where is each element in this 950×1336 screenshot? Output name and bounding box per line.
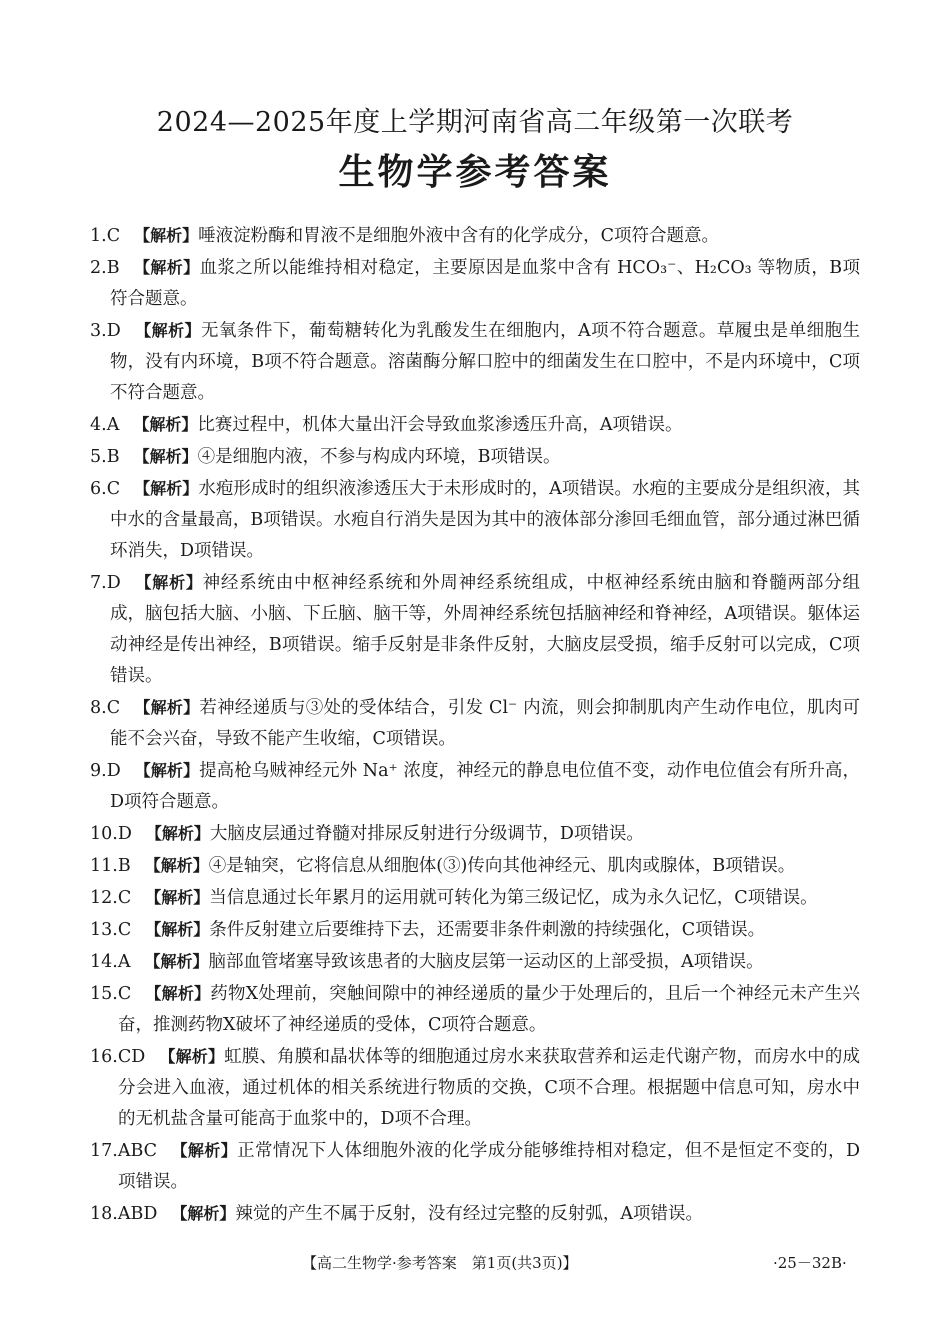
- question-number: 11.: [90, 856, 118, 876]
- explanation-text: 血浆之所以能维持相对稳定，主要原因是血浆中含有 HCO₃⁻、H₂CO₃ 等物质，B项符合题意。: [110, 258, 860, 309]
- explanation-text: 比赛过程中，机体大量出汗会导致血浆渗透压升高，A项错误。: [197, 415, 683, 435]
- explanation-text: ④是细胞内液，不参与构成内环境，B项错误。: [197, 447, 561, 467]
- question-number: 18.: [90, 1204, 118, 1224]
- explanation-text: 大脑皮层通过脊髓对排尿反射进行分级调节，D项错误。: [209, 824, 644, 844]
- answer-choice: B: [117, 856, 131, 876]
- answer-choice: D: [117, 824, 132, 844]
- answer-item: [90, 882, 860, 914]
- answer-item: [90, 315, 860, 409]
- explanation-text: 若神经递质与③处的受体结合，引发 Cl⁻ 内流，则会抑制肌肉产生动作电位，肌肉可能不会兴奋，导致不能产生收缩，C项错误。: [110, 698, 860, 749]
- answer-choice: C: [106, 479, 121, 499]
- explanation-text: ④是轴突，它将信息从细胞体(③)传向其他神经元、肌肉或腺体，B项错误。: [208, 856, 796, 876]
- answer-item: [90, 252, 860, 315]
- question-number: 6.: [90, 479, 107, 499]
- answer-choice: D: [106, 761, 121, 781]
- question-number: 13.: [90, 920, 118, 940]
- explanation-tag: 【解析】: [171, 1204, 236, 1223]
- question-number: 1.: [90, 226, 107, 246]
- question-number: 12.: [90, 888, 118, 908]
- answer-item: [90, 978, 860, 1041]
- document-title: 生物学参考答案: [338, 152, 612, 193]
- explanation-text: 脑部血管堵塞导致该患者的大脑皮层第一运动区的上部受损，A项错误。: [208, 952, 764, 972]
- question-number: 9.: [90, 761, 107, 781]
- explanation-tag: 【解析】: [145, 920, 210, 939]
- answer-item: [90, 473, 860, 567]
- answer-choice: B: [106, 258, 120, 278]
- explanation-text: 辣觉的产生不属于反射，没有经过完整的反射弧，A项错误。: [235, 1204, 704, 1224]
- answer-choice: D: [106, 573, 121, 593]
- explanation-text: 唾液淀粉酶和胃液不是细胞外液中含有的化学成分，C项符合题意。: [198, 226, 719, 246]
- explanation-tag: 【解析】: [144, 952, 209, 971]
- answer-choice: ABC: [117, 1141, 158, 1161]
- explanation-tag: 【解析】: [171, 1141, 238, 1160]
- explanation-tag: 【解析】: [159, 1047, 225, 1066]
- explanation-tag: 【解析】: [134, 573, 203, 592]
- footer-page-info: 【高二生物学·参考答案 第1页(共3页)】: [302, 1254, 578, 1272]
- explanation-text: 条件反射建立后要维持下去，还需要非条件刺激的持续强化，C项错误。: [209, 920, 766, 940]
- question-number: 10.: [90, 824, 118, 844]
- question-number: 4.: [90, 415, 107, 435]
- question-number: 7.: [90, 573, 107, 593]
- explanation-tag: 【解析】: [145, 984, 211, 1003]
- answer-choice: C: [117, 984, 132, 1004]
- explanation-text: 虹膜、角膜和晶状体等的细胞通过房水来获取营养和运走代谢产物，而房水中的成分会进入血液，通过机体的相关系统进行物质的交换，C项不合理。根据题中信息可知，房水中的无机盐含量可能高于血浆中的，D项不合理。: [118, 1047, 860, 1129]
- answer-choice: B: [106, 447, 120, 467]
- explanation-tag: 【解析】: [133, 258, 200, 277]
- answer-choice: C: [106, 226, 121, 246]
- explanation-text: 提高枪乌贼神经元外 Na⁺ 浓度，神经元的静息电位值不变，动作电位值会有所升高，D项符合题意。: [110, 761, 860, 812]
- question-number: 5.: [90, 447, 107, 467]
- answer-choice: D: [106, 321, 121, 341]
- answer-item: [90, 946, 860, 978]
- question-number: 16.: [90, 1047, 118, 1067]
- answer-choice: C: [117, 920, 132, 940]
- answer-choice: ABD: [117, 1204, 158, 1224]
- explanation-tag: 【解析】: [134, 321, 202, 340]
- answer-item: [90, 567, 860, 692]
- answer-item: [90, 850, 860, 882]
- answer-item: [90, 692, 860, 755]
- explanation-tag: 【解析】: [134, 479, 199, 498]
- explanation-tag: 【解析】: [134, 698, 200, 717]
- answer-item: [90, 1041, 860, 1135]
- explanation-tag: 【解析】: [134, 226, 199, 245]
- answer-choice: CD: [117, 1047, 146, 1067]
- explanation-text: 药物X处理前，突触间隙中的神经递质的量少于处理后的，且后一个神经元未产生兴奋，推测药物X破坏了神经递质的受体，C项符合题意。: [118, 984, 860, 1035]
- question-number: 15.: [90, 984, 118, 1004]
- explanation-text: 水疱形成时的组织液渗透压大于未形成时的，A项错误。水疱的主要成分是组织液，其中水的含量最高，B项错误。水疱自行消失是因为其中的液体部分渗回毛细血管，部分通过淋巴循环消失，D项错误。: [110, 479, 860, 561]
- answer-item: [90, 914, 860, 946]
- answer-item: [90, 409, 860, 441]
- answer-choice: C: [106, 698, 121, 718]
- answer-choice: A: [117, 952, 131, 972]
- footer-code: ·25－32B·: [773, 1254, 847, 1272]
- explanation-tag: 【解析】: [145, 888, 210, 907]
- answer-item: [90, 1198, 860, 1230]
- explanation-text: 无氧条件下，葡萄糖转化为乳酸发生在细胞内，A项不符合题意。草履虫是单细胞生物，没有内环境，B项不符合题意。溶菌酶分解口腔中的细菌发生在口腔中，不是内环境中，C项不符合题意。: [110, 321, 860, 403]
- question-number: 14.: [90, 952, 118, 972]
- answer-item: [90, 1135, 860, 1198]
- answer-item: [90, 818, 860, 850]
- question-number: 17.: [90, 1141, 118, 1161]
- explanation-text: 神经系统由中枢神经系统和外周神经系统组成，中枢神经系统由脑和脊髓两部分组成，脑包括大脑、小脑、下丘脑、脑干等，外周神经系统包括脑神经和脊神经，A项错误。躯体运动神经是传出神经，B项错误。缩手反射是非条件反射，大脑皮层受损，缩手反射可以完成，C项错误。: [110, 573, 860, 686]
- answer-item: [90, 755, 860, 818]
- answer-item: [90, 441, 860, 473]
- explanation-tag: 【解析】: [133, 415, 198, 434]
- explanation-text: 正常情况下人体细胞外液的化学成分能够维持相对稳定，但不是恒定不变的，D项错误。: [118, 1141, 860, 1192]
- answer-list: [90, 220, 860, 1230]
- answer-item: [90, 220, 860, 252]
- question-number: 2.: [90, 258, 107, 278]
- question-number: 8.: [90, 698, 107, 718]
- explanation-tag: 【解析】: [145, 824, 210, 843]
- explanation-tag: 【解析】: [133, 447, 198, 466]
- explanation-tag: 【解析】: [144, 856, 209, 875]
- exam-title: 2024—2025年度上学期河南省高二年级第一次联考: [156, 107, 794, 138]
- explanation-tag: 【解析】: [134, 761, 200, 780]
- answer-choice: A: [106, 415, 120, 435]
- question-number: 3.: [90, 321, 107, 341]
- explanation-text: 当信息通过长年累月的运用就可转化为第三级记忆，成为永久记忆，C项错误。: [209, 888, 818, 908]
- answer-choice: C: [117, 888, 132, 908]
